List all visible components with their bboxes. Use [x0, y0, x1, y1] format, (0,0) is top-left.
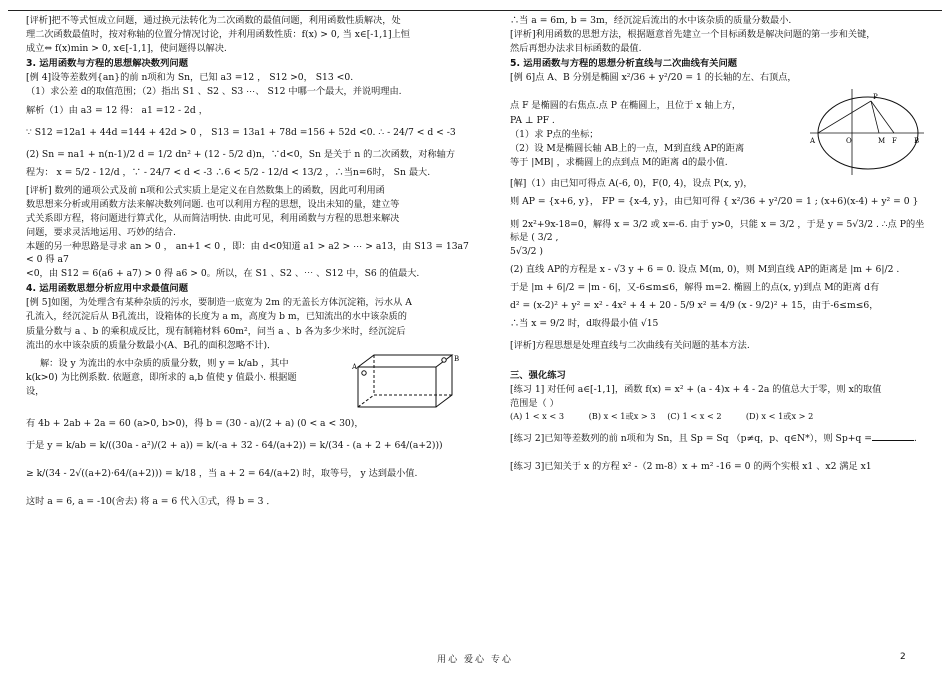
comment-line: [评析]利用函数的思想方法，根据题意首先建立一个目标函数是解决问题的第一步和关键， — [510, 29, 876, 41]
ellipse-label-f: F — [892, 137, 897, 146]
ellipse-label-a: A — [810, 137, 816, 146]
example-5-line: ≥ k/(34 - 2√((a+2)·64/(a+2))) = k/18 ，当 a + 2 = 64/(a+2) 时，取等号， y 达到最小值. — [26, 467, 418, 479]
example-6-line: （2）设 M是椭圆长轴 AB上的一点，M到直线 AP的距离 — [510, 142, 745, 154]
solution-6-line: (2) 直线 AP的方程是 x - √3 y + 6 = 0. 设点 M(m, 0)，则 M到直线 AP的距离是 |m + 6|/2 . — [510, 263, 900, 275]
example-4-line: 程为： x = 5/2 - 12/d ，∵ - 24/7 < d < -3 ∴6 < 5/2 - 12/d < 13/2 ，∴当n=6时， Sn 最大. — [26, 166, 431, 178]
example-5-line: 流出的水中该杂质的质量分数最小(A、B孔的面积忽略不计)． — [26, 339, 277, 351]
example-6-line: （1）求 P点的坐标； — [510, 128, 599, 140]
option-d: (D) x < 1或x > 2 — [745, 411, 814, 422]
ellipse-label-p: P — [873, 93, 878, 102]
comment-line: [评析]方程思想是处理直线与二次曲线有关问题的基本方法. — [510, 339, 750, 351]
ellipse-figure — [808, 85, 926, 177]
box-label-a: A — [352, 362, 358, 371]
solution-6-line: [解]（1）由已知可得点 A(-6, 0)，F(0, 4)，设点 P(x, y)， — [510, 178, 753, 190]
example-4-line: ∵ S12 =12a1 + 44d =144 + 42d > 0 ， S13 = 13a1 + 78d =156 + 52d <0. ∴ - 24/7 < d < -3 — [26, 126, 456, 138]
footer-text: 用心 爱心 专心 — [437, 655, 513, 665]
option-c: (C) 1 < x < 2 — [667, 411, 722, 422]
header-rule — [8, 10, 942, 11]
option-a: (A) 1 < x < 3 — [510, 411, 565, 422]
example-6-line: [例 6]点 A、B 分别是椭圆 x²/36 + y²/20 = 1 的长轴的左、右顶点， — [510, 72, 797, 84]
box-label-b: B — [454, 354, 460, 363]
example-6-line: 等于 |MB| ，求椭圆上的点到点 M的距离 d的最小值. — [510, 156, 728, 168]
example-4-line: (2) Sn = na1 + n(n-1)/2 d = 1/2 dn² + (12 - 5/2 d)n，∵d<0，Sn 是关于 n 的二次函数，对称轴方 — [26, 148, 456, 160]
example-5-line: [例 5]如图，为处理含有某种杂质的污水，要制造一底宽为 2m 的无盖长方体沉淀箱，污水从 A — [26, 297, 412, 309]
practice-2-line — [510, 432, 926, 445]
comment-line: 问题，要求灵活地运用、巧妙的结合. — [26, 226, 176, 238]
section-heading-practice: 三、强化练习 — [510, 370, 566, 381]
solution-6-line: 于是 |m + 6|/2 = |m - 6|，又-6≤m≤6，解得 m=2. 椭圆上的点(x, y)到点 M的距离 d有 — [510, 281, 880, 293]
box-figure — [350, 351, 468, 413]
practice-2-end: . — [913, 432, 917, 444]
comment-line: [评析] 数列的通项公式及前 n项和公式实质上是定义在自然数集上的函数，因此可利用函 — [26, 184, 385, 196]
text-line: 理二次函数最值时，按对称轴的位置分情况讨论，并利用函数性质：f(x) > 0, 当 x∈[-1,1]上恒 — [26, 29, 410, 41]
example-5-line: 孔流入，经沉淀后从 B孔流出，设箱体的长度为 a m，高度为 b m，已知流出的水中该杂质的 — [26, 311, 407, 323]
text-line: 成立⇔ f(x)min > 0, x∈[-1,1]，使问题得以解决. — [26, 43, 227, 55]
example-4-line: [例 4]设等差数列{an}的前 n项和为 Sn，已知 a3 =12 ， S12 >0， S13 <0. — [26, 72, 354, 84]
text-line: [评析]把不等式恒成立问题，通过换元法转化为二次函数的最值问题，利用函数性质解决，处 — [26, 15, 401, 26]
example-5-line: 设， — [26, 385, 45, 397]
solution-6-line: 5√3/2 ) — [510, 245, 543, 257]
example-6-line: 点 F 是椭圆的右焦点.点 P 在椭圆上，且位于 x 轴上方， — [510, 100, 742, 112]
answer-blank — [872, 432, 914, 441]
example-5-line: 质量分数与 a 、b 的乘积成反比，现有制箱材料 60m²，问当 a 、b 各为多少米时，经沉淀后 — [26, 325, 406, 337]
practice-2-text: [练习 2]已知等差数列的前 n项和为 Sn，且 Sp = Sq （p≠q，p、q∈N*），则 Sp+q = — [510, 432, 872, 444]
example-4-line: 解析（1）由 a3 = 12 得： a1 =12 - 2d ， — [26, 104, 208, 116]
example-5-line: k(k>0) 为比例系数. 依题意，即所求的 a,b 值使 y 值最小. 根据题 — [26, 371, 297, 383]
comment-line: 式关系即方程，将问题进行算式化，从而简洁明快. 由此可见，利用函数与方程的思想来解决 — [26, 212, 400, 224]
section-heading-3: 3. 运用函数与方程的思想解决数列问题 — [26, 58, 188, 70]
comment-line: 数思想来分析或用函数方法来解决数列问题. 也可以利用方程的思想，设出未知的量，建立等 — [26, 198, 400, 210]
solution-6-line: 则 AP = {x+6, y}， FP = {x-4, y}，由已知可得 { x²/36 + y²/20 = 1 ; (x+6)(x-4) + y² = 0 } — [510, 196, 919, 208]
left-column — [26, 14, 472, 509]
solution-6-line: ∴当 x = 9/2 时，d取得最小值 √15 — [510, 317, 659, 329]
example-5-line: 有 4b + 2ab + 2a = 60 (a>0, b>0)，得 b = (30 - a)/(2 + a) (0 < a < 30)， — [26, 417, 364, 429]
option-b: (B) x < 1或x > 3 — [588, 411, 656, 422]
ellipse-label-b: B — [914, 137, 920, 146]
practice-3-line: [练习 3]已知关于 x 的方程 x² -（2 m-8）x + m² -16 = 0 的两个实根 x1 、x2 满足 x1 — [510, 461, 872, 473]
page-number: 2 — [900, 652, 906, 662]
section-heading-5: 5. 运用函数与方程的思想分析直线与二次曲线有关问题 — [510, 58, 738, 70]
example-5-line: 解：设 y 为流出的水中杂质的质量分数，则 y = k/ab ，其中 — [40, 357, 289, 369]
comment-line: 本题的另一种思路是寻求 an > 0 ， an+1 < 0 ，即：由 d<0知道 a1 > a2 > ⋯ > a13，由 S13 = 13a7 < 0 得 a7 — [26, 241, 469, 266]
practice-1-line: [练习 1] 对任何 a∈[-1,1]，函数 f(x) = x² + (a - 4)x + 4 - 2a 的值总大于零，则 x的取值 — [510, 384, 882, 396]
text-line: ∴当 a = 6m, b = 3m，经沉淀后流出的水中该杂质的质量分数最小. — [510, 15, 792, 26]
comment-line: 然后再想办法求目标函数的最值. — [510, 43, 642, 55]
solution-6-line: d² = (x-2)² + y² = x² - 4x² + 4 + 20 - 5/9 x² = 4/9 (x - 9/2)² + 15，由于-6≤m≤6， — [510, 299, 879, 311]
ellipse-label-m: M — [878, 137, 886, 146]
example-4-line: （1）求公差 d的取值范围；（2）指出 S1 、S2 、S3 ⋯、 S12 中哪一个最大，并说明理由. — [26, 86, 402, 98]
solution-6-line: 则 2x²+9x-18=0，解得 x = 3/2 或 x=-6. 由于 y>0，只能 x = 3/2 ，于是 y = 5√3/2 . ∴点 P的坐标是 ( 3/2 , — [510, 218, 925, 243]
example-6-line: PA ⊥ PF . — [510, 114, 555, 126]
practice-1-options — [510, 411, 926, 423]
example-5-line: 于是 y = k/ab = k/((30a - a²)/(2 + a)) = k/(-a + 32 - 64/(a+2)) = k/(34 - (a + 2 + 64/(a+2))) — [26, 439, 443, 451]
example-5-line: 这时 a = 6, a = -10(舍去) 将 a = 6 代入①式，得 b = 3 ． — [26, 495, 276, 507]
practice-1-line: 范围是（ ） — [510, 398, 559, 410]
comment-line: <0，由 S12 = 6(a6 + a7) > 0 得 a6 > 0。所以，在 S1 、S2 、⋯ 、S12 中，S6 的值最大. — [26, 268, 420, 280]
right-column — [510, 14, 926, 474]
section-heading-4: 4. 运用函数思想分析应用中求最值问题 — [26, 283, 188, 295]
ellipse-label-o: O — [846, 137, 852, 146]
